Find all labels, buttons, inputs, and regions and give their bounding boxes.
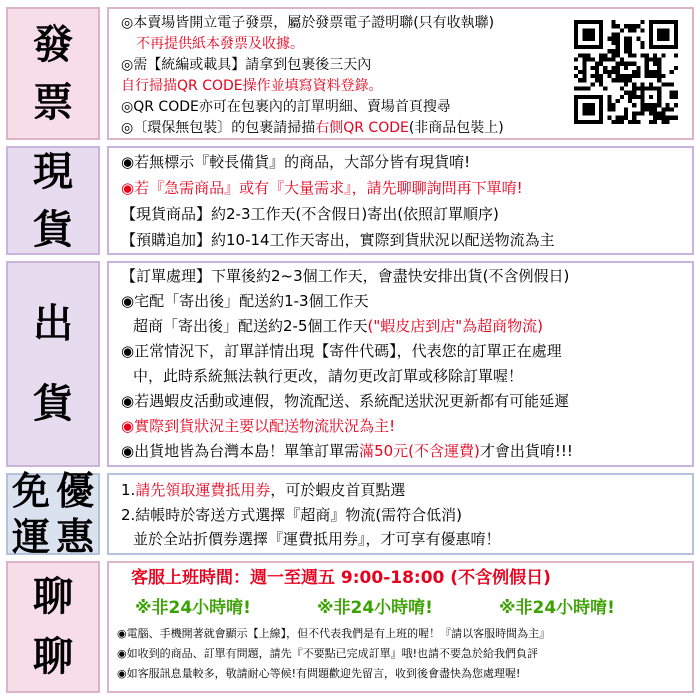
service-hours	[131, 569, 551, 587]
label-char: 現	[33, 148, 73, 195]
shipping-line-8-b: 滿50元(不含運費)	[359, 442, 480, 460]
chat-line-2: ◉如收到的商品、訂單有問題，請先『不要點已完成訂單』哦!也請不要急於給我們負評	[117, 647, 539, 660]
shipping-line-8	[121, 442, 573, 460]
discount-label	[6, 469, 100, 559]
discount-line-2: 2.結帳時於寄送方式選擇『超商』物流(需符合低消)	[121, 506, 463, 524]
discount-line-1	[121, 481, 405, 499]
label-char: 聊	[33, 634, 73, 680]
stock-line-1: ◉若無標示『較長備貨』的商品，大部分皆有現貨唷!	[121, 153, 471, 171]
chat-line-1: ◉電腦、手機開著就會顯示【上線】，但不代表我們是有上班的喔！『請以客服時間為主』	[117, 627, 551, 640]
label-char: 出	[33, 301, 73, 347]
label-char: 聊	[33, 574, 73, 620]
not-24h-notice-2: ※非24小時唷!	[317, 598, 433, 618]
invoice-label	[6, 7, 100, 140]
chat-content	[107, 561, 694, 693]
shipping-line-6: ◉若遇蝦皮活動或連假，物流配送、系統配送狀況更新都有可能延遲	[121, 392, 570, 410]
service-hours-note: (不含例假日)	[450, 568, 551, 588]
stock-label	[6, 146, 100, 255]
label-char: 優	[55, 469, 94, 513]
stock-content	[107, 146, 694, 255]
invoice-line-5: ◎QR CODE亦可在包裹內的訂單明細、賣場首頁搜尋	[121, 99, 451, 115]
discount-line-1-a: 1.	[121, 481, 136, 499]
shipping-content	[107, 261, 694, 467]
invoice-line-6-b: 右側QR CODE	[315, 120, 409, 136]
discount-line-1-b: 請先領取運費抵用券	[135, 481, 271, 499]
not-24h-notice-3: ※非24小時唷!	[499, 598, 615, 618]
invoice-line-2: 不再提供紙本發票及收據。	[136, 36, 304, 52]
shipping-line-4: ◉正常情況下，訂單詳情出現【寄件代碼】，代表您的訂單正在處理	[121, 342, 562, 360]
discount-line-3: 並於全站折價券選擇『運費抵用券』，才可享有優惠唷！	[133, 530, 501, 548]
label-char: 貨	[33, 206, 73, 253]
discount-line-1-c: ，可於蝦皮首頁點選	[270, 481, 406, 499]
shipping-line-8-a: ◉出貨地皆為台灣本島！單筆訂單需	[121, 442, 360, 460]
invoice-line-6-a: ◎〔環保無包裝〕的包裹請掃描	[121, 120, 316, 136]
qr-code-icon	[574, 20, 678, 124]
invoice-line-6	[121, 119, 504, 137]
stock-line-2: ◉若『急需商品』或有『大量需求』，請先聊聊詢問再下單唷!	[121, 179, 523, 197]
service-hours-label: 客服上班時間：週一至週五	[131, 568, 335, 588]
chat-line-3: ◉如客服訊息量較多，敬請耐心等候!有問題歡迎先留言，收到後會盡快為您處理喔!	[117, 667, 521, 680]
chat-label	[6, 561, 100, 693]
label-char: 發	[33, 21, 73, 68]
shipping-line-1: 【訂單處理】下單後約2~3個工作天，會盡快安排出貨(不含例假日)	[121, 267, 570, 285]
stock-section	[6, 146, 694, 255]
label-char: 免	[11, 469, 50, 513]
stock-line-4: 【預購追加】約10-14工作天寄出，實際到貨狀況以配送物流為主	[121, 231, 555, 249]
label-char: 貨	[33, 381, 73, 427]
shipping-line-3-a: 超商「寄出後」配送約2-5個工作天	[133, 317, 368, 335]
shipping-line-3	[133, 317, 543, 335]
invoice-section	[6, 7, 694, 140]
shipping-label	[6, 261, 100, 467]
invoice-line-4: 自行掃描QR CODE操作並填寫資料登錄。	[121, 78, 383, 94]
label-char: 惠	[55, 515, 94, 559]
invoice-line-3: ◎需【統編或載具】請拿到包裹後三天內	[121, 57, 372, 73]
not-24h-notice-1: ※非24小時唷!	[135, 598, 251, 618]
invoice-content	[107, 7, 694, 140]
discount-content	[107, 473, 694, 555]
shipping-line-3-b: ("蝦皮店到店"為超商物流)	[367, 317, 544, 335]
discount-section	[6, 469, 694, 559]
label-char: 運	[11, 515, 50, 559]
stock-line-3: 【現貨商品】約2-3工作天(不含假日)寄出(依照訂單順序)	[121, 205, 499, 223]
shipping-line-2: ◉宅配「寄出後」配送約1-3個工作天	[121, 292, 369, 310]
service-hours-time: 9:00-18:00	[340, 568, 445, 588]
chat-section	[6, 561, 694, 693]
invoice-line-6-c: (非商品包裝上)	[408, 120, 504, 136]
shipping-line-5: 中，此時系統無法執行更改，請勿更改訂單或移除訂單喔！	[133, 367, 524, 385]
label-char: 票	[33, 79, 73, 126]
shipping-line-7: ◉實際到貨狀況主要以配送物流狀況為主!	[121, 417, 396, 435]
invoice-line-1: ◎本賣場皆開立電子發票，屬於發票電子證明聯(只有收執聯)	[121, 15, 495, 31]
shipping-section	[6, 261, 694, 467]
shipping-line-8-c: 才會出貨唷!!!	[479, 442, 573, 460]
